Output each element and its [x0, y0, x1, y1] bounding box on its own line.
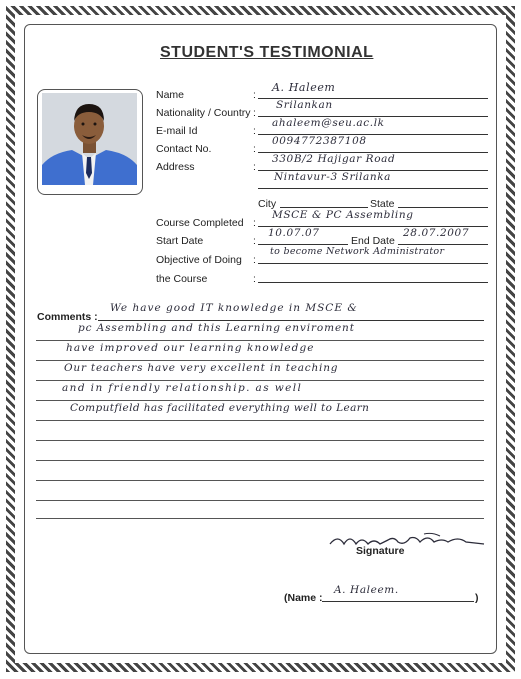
comment-line	[36, 340, 484, 341]
nationality-value: Srilankan	[276, 99, 333, 111]
objective-value: to become Network Administrator	[270, 246, 445, 257]
objective-label: Objective of Doing	[156, 254, 242, 266]
colon: :	[253, 125, 256, 137]
objective-line	[258, 263, 488, 264]
comment-line	[36, 440, 484, 441]
colon: :	[253, 161, 256, 173]
comments-label: Comments :	[37, 311, 98, 323]
comment-text-line: pc Assembling and this Learning enviroment	[78, 322, 355, 334]
state-line	[398, 207, 488, 208]
name-label: Name	[156, 89, 185, 101]
end-date-line	[398, 244, 488, 245]
comment-line	[36, 360, 484, 361]
start-date-line	[258, 244, 348, 245]
comment-line	[36, 400, 484, 401]
comment-line	[36, 460, 484, 461]
contact-label: Contact No.	[156, 143, 212, 155]
comment-text-line: and in friendly relationship. as well	[62, 382, 303, 394]
comment-line	[98, 320, 484, 321]
name-value: A. Haleem	[272, 81, 336, 94]
signature-label: Signature	[356, 545, 405, 557]
objective-line-2	[258, 282, 488, 283]
page-title: STUDENT'S TESTIMONIAL	[160, 44, 374, 61]
student-photo	[42, 93, 137, 185]
email-value: ahaleem@seu.ac.lk	[272, 117, 385, 129]
signature-name-value: A. Haleem.	[334, 584, 399, 596]
colon: :	[253, 273, 256, 285]
comment-text-line: have improved our learning knowledge	[66, 342, 315, 354]
colon: :	[253, 217, 256, 229]
comment-line	[36, 480, 484, 481]
comment-text-line: We have good IT knowledge in MSCE &	[110, 302, 358, 314]
colon: :	[253, 254, 256, 266]
comment-line	[36, 500, 484, 501]
nationality-label: Nationality / Country	[156, 107, 251, 119]
address-line-2	[258, 188, 488, 189]
comment-line	[36, 420, 484, 421]
colon: :	[253, 235, 256, 247]
end-date-label: End Date	[351, 235, 395, 247]
address-value-2: Nintavur-3 Srilanka	[274, 171, 392, 183]
start-date-value: 10.07.07	[268, 227, 320, 239]
comment-text-line: Our teachers have very excellent in teaching	[64, 362, 339, 374]
comment-line	[36, 380, 484, 381]
colon: :	[253, 107, 256, 119]
comment-text-line: Computfield has facilitated everything well to Learn	[70, 402, 370, 414]
start-date-label: Start Date	[156, 235, 204, 247]
city-line	[280, 207, 368, 208]
address-value-1: 330B/2 Hajigar Road	[272, 153, 396, 165]
city-label: City	[258, 198, 277, 210]
address-label: Address	[156, 161, 195, 173]
colon: :	[253, 89, 256, 101]
course-value: MSCE & PC Assembling	[272, 209, 414, 221]
course-label: Course Completed	[156, 217, 244, 229]
signature-scribble	[328, 530, 488, 552]
email-label: E-mail Id	[156, 125, 198, 137]
end-date-value: 28.07.2007	[403, 227, 470, 239]
contact-value: 0094772387108	[272, 135, 367, 147]
signature-name-line	[322, 601, 474, 602]
signature-name-label: (Name :	[284, 592, 323, 604]
close-paren: )	[475, 592, 479, 604]
objective-label-2: the Course	[156, 273, 208, 285]
state-label: State	[370, 198, 395, 210]
colon: :	[253, 143, 256, 155]
comment-line	[36, 518, 484, 519]
